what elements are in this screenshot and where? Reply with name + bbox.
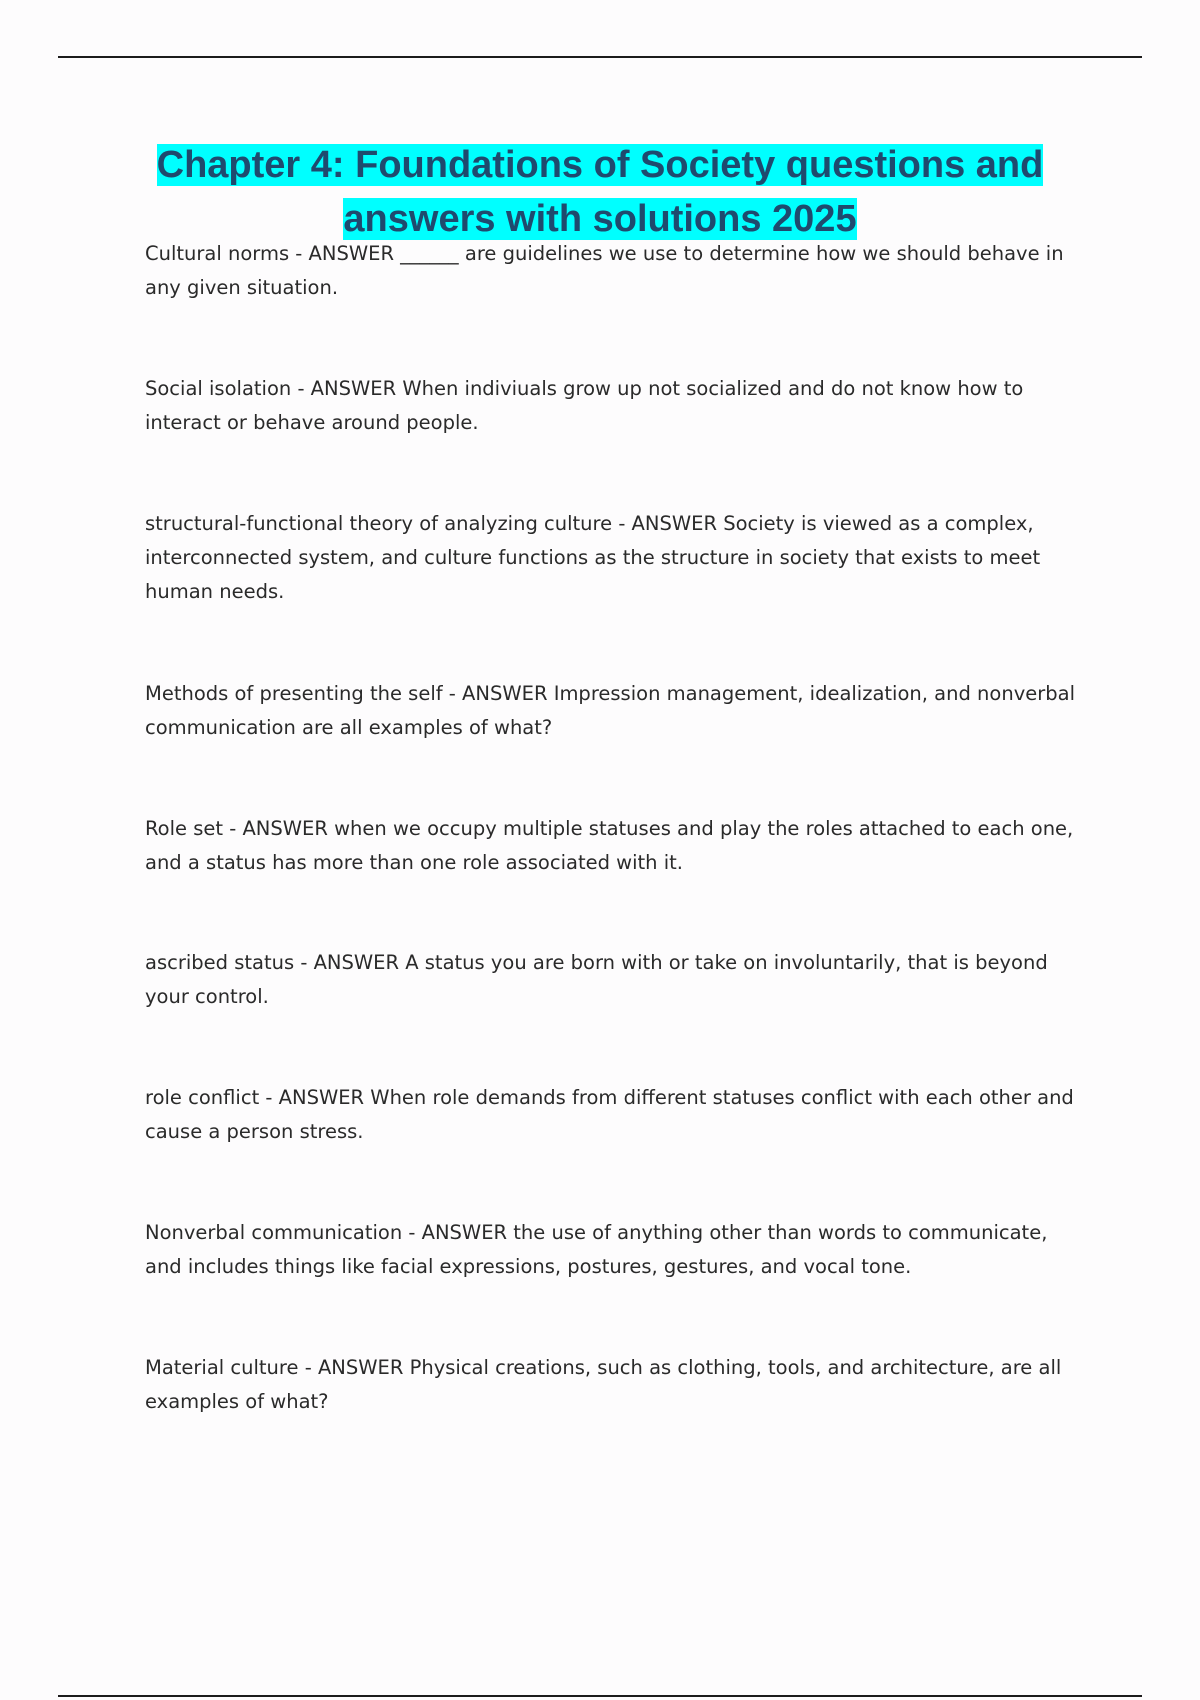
qa-entry: Methods of presenting the self - ANSWER Impression management, idealization, and nonverbal communication are all examples of what?	[145, 682, 1075, 739]
qa-entry: Material culture - ANSWER Physical creations, such as clothing, tools, and architecture, are all examples of what?	[145, 1356, 1062, 1413]
document-title-block	[100, 142, 1100, 250]
qa-entry: Social isolation - ANSWER When indiviuals grow up not socialized and do not know how to interact or behave around people.	[145, 377, 1024, 434]
header-rule	[58, 56, 1142, 58]
qa-entry: role conflict - ANSWER When role demands from different statuses conflict with each other and cause a person stress.	[145, 1086, 1074, 1143]
qa-entry: ascribed status - ANSWER A status you are born with or take on involuntarily, that is beyond your control.	[145, 951, 1048, 1008]
qa-entry: Nonverbal communication - ANSWER the use of anything other than words to communicate, and includes things like facial expressions, postures, gestures, and vocal tone.	[145, 1221, 1048, 1278]
qa-entry: structural-functional theory of analyzing culture - ANSWER Society is viewed as a complex, interconnected system, and culture functions as the structure in society that exists to meet human needs.	[145, 512, 1041, 603]
footer-rule	[58, 1695, 1142, 1697]
qa-entry: Cultural norms - ANSWER ______ are guidelines we use to determine how we should behave in any given situation.	[145, 242, 1064, 299]
qa-entry: Role set - ANSWER when we occupy multiple statuses and play the roles attached to each one, and a status has more than one role associated with it.	[145, 817, 1074, 874]
document-title: Chapter 4: Foundations of Society questions and answers with solutions 2025	[156, 144, 1044, 240]
